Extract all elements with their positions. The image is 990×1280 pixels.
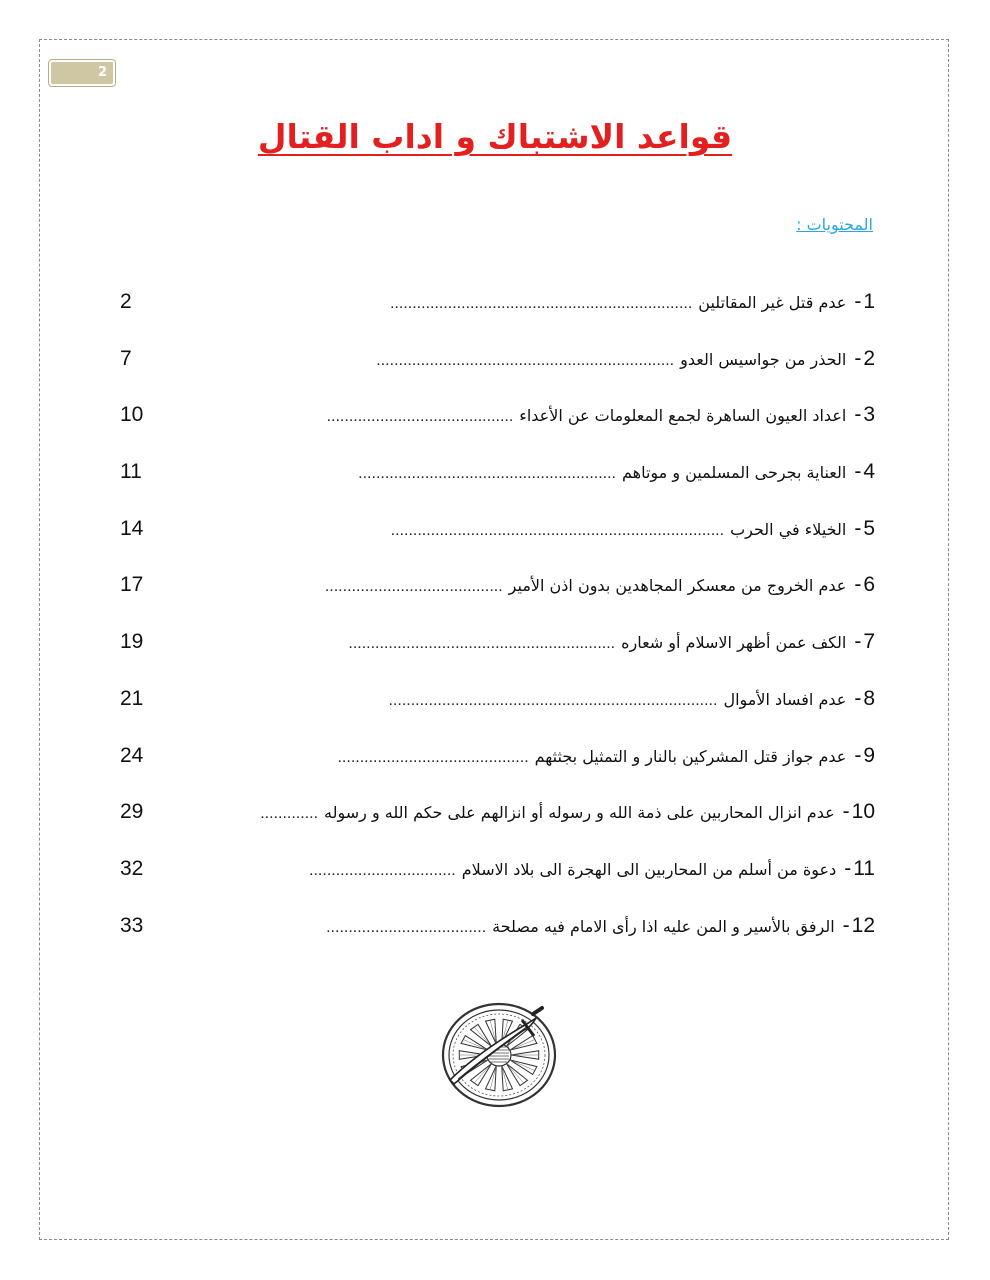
toc-row[interactable] — [120, 290, 875, 347]
toc-page-number: 14 — [120, 516, 144, 540]
toc-entry-dash: - — [844, 856, 852, 880]
toc-entry-number: 10 — [851, 800, 875, 824]
toc-page-number: 21 — [120, 686, 144, 710]
toc-entry-dash: - — [842, 913, 850, 937]
toc-entry-number: 3 — [863, 403, 875, 427]
toc-row[interactable] — [120, 857, 875, 914]
toc-entry-text: دعوة من أسلم من المحاربين الى الهجرة الى بلاد الاسلام — [461, 859, 837, 879]
toc-leader-dots: .......................................... — [326, 408, 514, 426]
toc-row[interactable] — [120, 517, 875, 574]
toc-entry-dash: - — [854, 403, 862, 427]
toc-entry-dash: - — [854, 346, 862, 370]
page-number: 2 — [97, 65, 107, 80]
toc-entry — [698, 290, 875, 314]
toc-row[interactable] — [120, 347, 875, 404]
toc-entry-text: الكف عمن أظهر الاسلام أو شعاره — [621, 633, 847, 653]
toc-entry-dash: - — [842, 800, 850, 824]
toc-entry-dash: - — [854, 573, 862, 597]
document-title: قواعد الاشتباك و اداب القتال — [257, 117, 733, 156]
toc-leader-dots: .......................................................................... — [388, 691, 718, 709]
toc-entry-text: عدم الخروج من معسكر المجاهدين بدون اذن الأمير — [508, 576, 847, 596]
toc-entry-text: عدم جواز قتل المشركين بالنار و التمثيل بجثثهم — [534, 746, 847, 766]
toc-row[interactable] — [120, 914, 875, 971]
toc-entry-dash: - — [854, 630, 862, 654]
toc-entry — [492, 914, 875, 938]
toc-leader-dots: ............................................................ — [348, 635, 616, 653]
toc-entry — [535, 744, 875, 768]
toc-entry — [622, 460, 875, 484]
toc-entry-dash: - — [854, 686, 862, 710]
toc-entry-text: عدم انزال المحاربين على ذمة الله و رسوله أو انزالهم على حكم الله و رسوله — [324, 803, 835, 823]
toc-page-number: 33 — [120, 913, 144, 937]
toc-row[interactable] — [120, 403, 875, 460]
toc-page-number: 10 — [120, 403, 144, 427]
table-of-contents — [120, 290, 875, 970]
toc-entry-number: 1 — [863, 290, 875, 313]
toc-page-number: 19 — [120, 630, 144, 654]
toc-entry-number: 2 — [863, 346, 875, 370]
toc-page-number: 29 — [120, 800, 144, 824]
toc-page-number: 2 — [120, 290, 132, 313]
toc-row[interactable] — [120, 573, 875, 630]
toc-page-number: 24 — [120, 743, 144, 767]
toc-row[interactable] — [120, 800, 875, 857]
toc-page-number: 7 — [120, 346, 132, 370]
toc-leader-dots: ................................. — [309, 861, 456, 879]
toc-entry-text: عدم افساد الأموال — [723, 689, 847, 709]
toc-leader-dots: .......................................................... — [358, 465, 616, 483]
page-number-badge — [48, 59, 116, 87]
toc-row[interactable] — [120, 460, 875, 517]
toc-entry — [621, 630, 875, 654]
toc-entry-text: الحذر من جواسيس العدو — [680, 349, 847, 369]
toc-entry-dash: - — [854, 516, 862, 540]
toc-entry-number: 9 — [863, 743, 875, 767]
toc-entry — [324, 800, 875, 824]
toc-entry — [462, 857, 875, 881]
toc-leader-dots: ........................................... — [337, 748, 529, 766]
toc-entry-text: الرفق بالأسير و المن عليه اذا رأى الامام فيه مصلحة — [492, 916, 835, 936]
toc-page-number: 32 — [120, 856, 144, 880]
toc-entry-number: 6 — [863, 573, 875, 597]
toc-leader-dots: ........................................ — [324, 578, 503, 596]
contents-heading[interactable]: المحتويات : — [796, 215, 873, 234]
toc-entry — [509, 573, 875, 597]
toc-entry-number: 8 — [863, 686, 875, 710]
toc-page-number: 11 — [120, 460, 142, 484]
toc-entry-number: 5 — [863, 516, 875, 540]
toc-entry-number: 11 — [853, 856, 875, 880]
toc-leader-dots: ................................................................... — [376, 351, 675, 369]
toc-entry-number: 4 — [863, 460, 875, 484]
toc-entry-dash: - — [854, 290, 862, 313]
toc-entry-number: 12 — [851, 913, 875, 937]
toc-entry — [519, 403, 875, 427]
toc-entry-dash: - — [854, 460, 862, 484]
toc-entry-text: عدم قتل غير المقاتلين — [698, 293, 847, 312]
toc-entry — [723, 687, 875, 711]
toc-entry-text: الخيلاء في الحرب — [730, 519, 847, 539]
toc-row[interactable] — [120, 687, 875, 744]
emblem-graphic — [443, 1004, 555, 1106]
toc-row[interactable] — [120, 630, 875, 687]
toc-entry — [730, 517, 875, 541]
toc-entry-text: اعداد العيون الساهرة لجمع المعلومات عن الأعداء — [519, 406, 847, 426]
toc-entry-text: العناية بجرحى المسلمين و موتاهم — [621, 463, 847, 483]
toc-page-number: 17 — [120, 573, 144, 597]
emblem-icon — [438, 1000, 560, 1110]
toc-leader-dots: ............. — [260, 805, 319, 823]
toc-entry-dash: - — [854, 743, 862, 767]
toc-leader-dots: .................................... — [326, 918, 487, 936]
toc-leader-dots: ........................................................................... — [390, 521, 725, 539]
toc-entry-number: 7 — [863, 630, 875, 654]
toc-leader-dots: .................................................................... — [390, 295, 693, 312]
toc-row[interactable] — [120, 744, 875, 801]
toc-entry — [680, 347, 875, 371]
